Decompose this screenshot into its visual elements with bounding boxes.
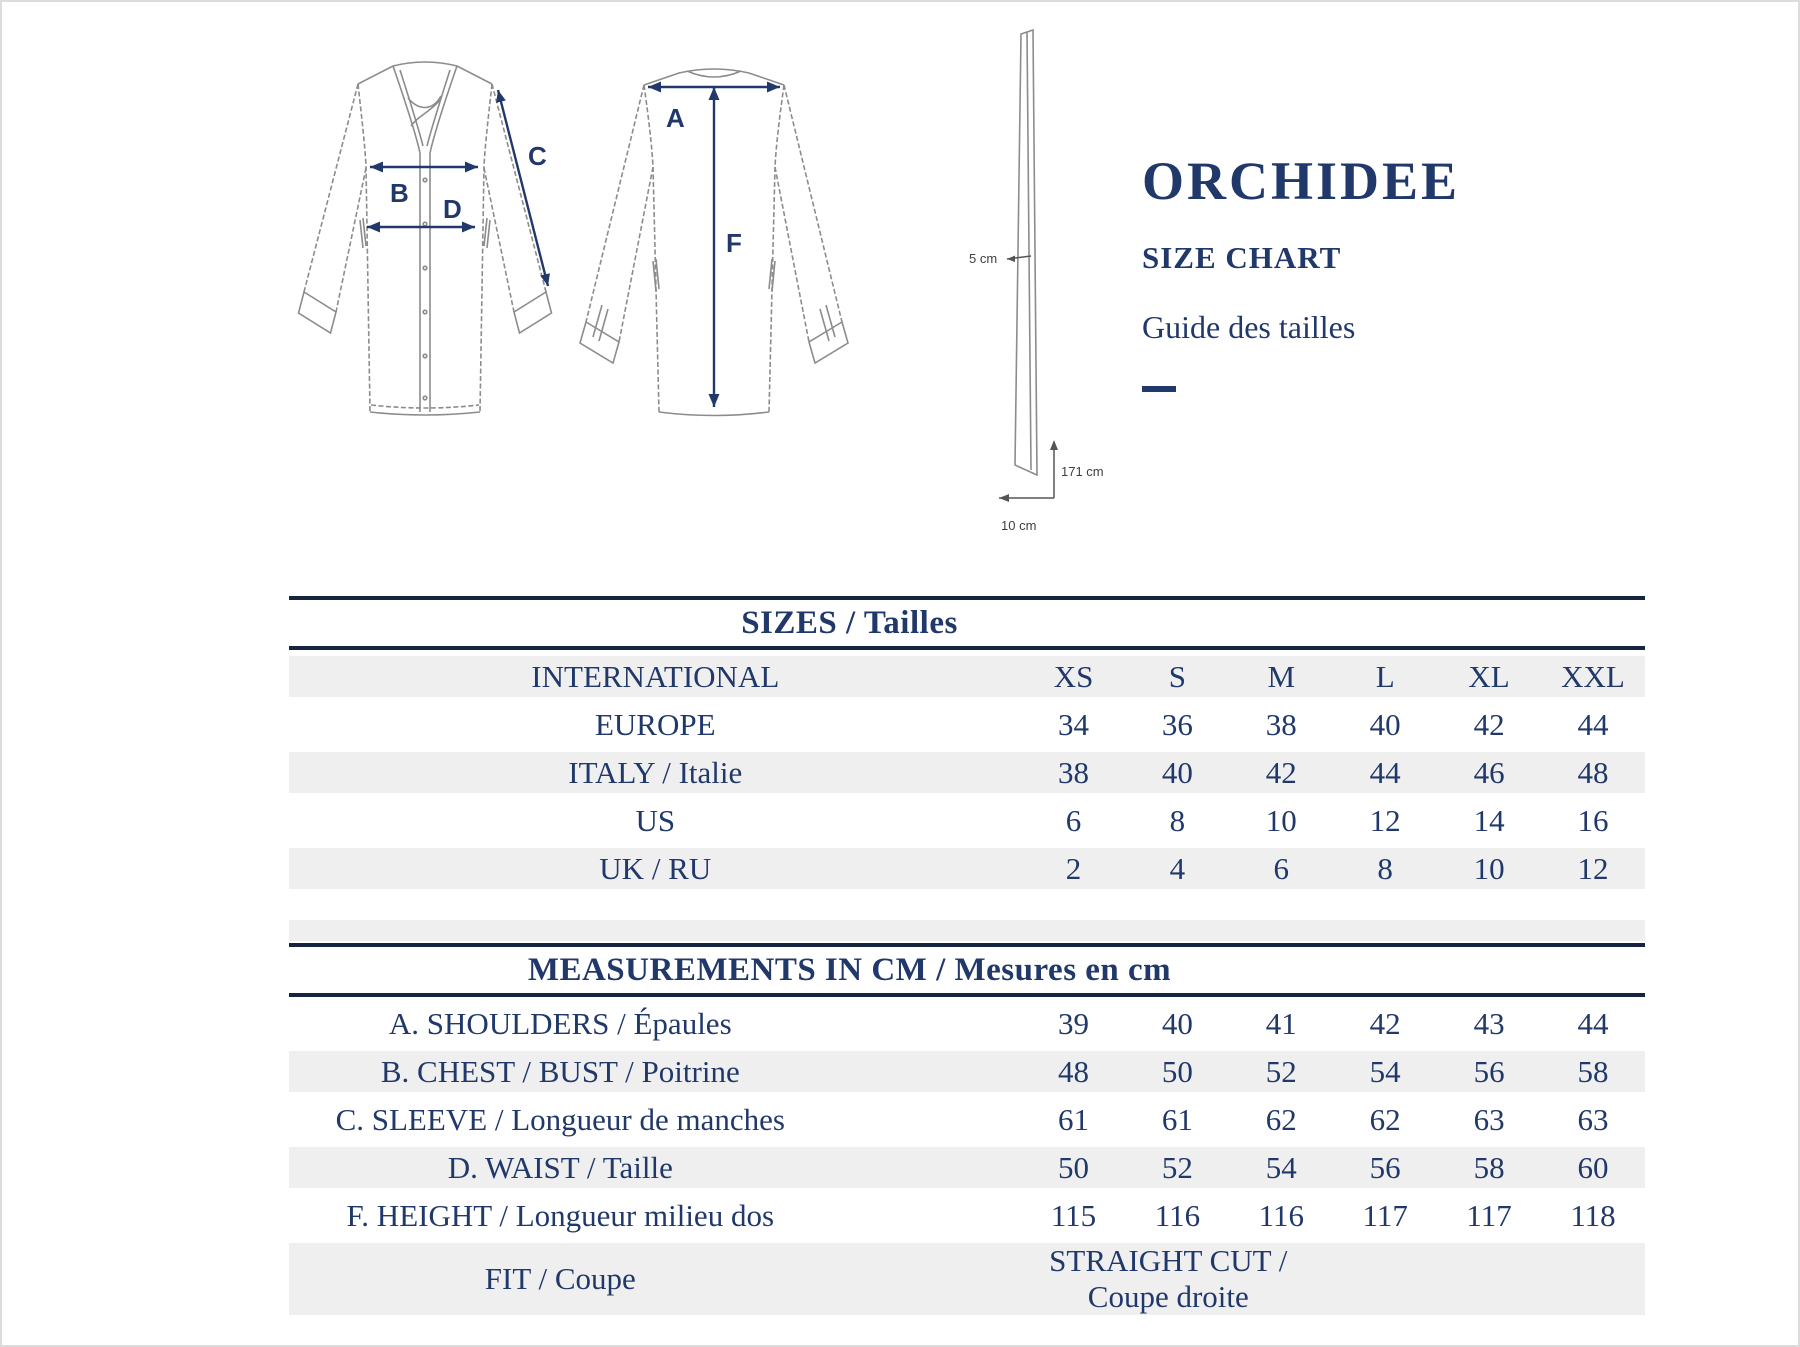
size-value: S (1125, 656, 1229, 704)
measurements-table-title: MEASUREMENTS IN CM / Mesures en cm (527, 952, 1172, 988)
size-value: XS (1022, 656, 1126, 704)
size-value: 62 (1333, 1099, 1437, 1147)
size-value: 12 (1541, 848, 1645, 896)
size-value: 116 (1125, 1195, 1229, 1243)
size-value: 8 (1333, 848, 1437, 896)
size-value: 10 (1229, 800, 1333, 848)
size-value: 52 (1229, 1051, 1333, 1099)
size-value: 8 (1125, 800, 1229, 848)
size-value: 40 (1125, 1003, 1229, 1051)
row-label: F. HEIGHT / Longueur milieu dos (289, 1195, 1022, 1243)
size-value: XXL (1541, 656, 1645, 704)
size-value: 34 (1022, 704, 1126, 752)
table-row (289, 848, 1645, 896)
dim-letter-c: C (528, 141, 547, 171)
size-value: 42 (1229, 752, 1333, 800)
divider-dash (1142, 386, 1176, 392)
size-chart-heading: SIZE CHART (1142, 240, 1342, 275)
size-value: 63 (1437, 1099, 1541, 1147)
size-value: 41 (1229, 1003, 1333, 1051)
size-value: M (1229, 656, 1333, 704)
fit-value: STRAIGHT CUT / Coupe droite (1022, 1243, 1645, 1322)
size-value: 16 (1541, 800, 1645, 848)
row-label: ITALY / Italie (289, 752, 1022, 800)
sizes-table (289, 656, 1645, 896)
empty-row (289, 920, 1645, 941)
size-value: 2 (1022, 848, 1126, 896)
size-chart-heading-fr: Guide des tailles (1142, 309, 1356, 345)
side-top-width-label: 5 cm (969, 251, 998, 266)
row-label: A. SHOULDERS / Épaules (289, 1003, 1022, 1051)
row-label: FIT / Coupe (289, 1243, 1022, 1322)
row-label: INTERNATIONAL (289, 656, 1022, 704)
size-value: 63 (1541, 1099, 1645, 1147)
size-value: 48 (1022, 1051, 1126, 1099)
table-row (289, 704, 1645, 752)
row-label: D. WAIST / Taille (289, 1147, 1022, 1195)
size-value: 38 (1229, 704, 1333, 752)
size-value: 6 (1022, 800, 1126, 848)
table-row (289, 1099, 1645, 1147)
side-hem-width-label: 10 cm (1001, 518, 1037, 533)
table-row (289, 656, 1645, 704)
size-value: 10 (1437, 848, 1541, 896)
size-value: 54 (1229, 1147, 1333, 1195)
table-row (289, 800, 1645, 848)
size-value: 52 (1125, 1147, 1229, 1195)
size-value: XL (1437, 656, 1541, 704)
size-value: 117 (1333, 1195, 1437, 1243)
size-value: 118 (1541, 1195, 1645, 1243)
size-value: 4 (1125, 848, 1229, 896)
row-label: B. CHEST / BUST / Poitrine (289, 1051, 1022, 1099)
size-value: 36 (1125, 704, 1229, 752)
size-value: 44 (1541, 1003, 1645, 1051)
table-row (289, 1003, 1645, 1051)
size-value: 116 (1229, 1195, 1333, 1243)
size-value: 12 (1333, 800, 1437, 848)
size-value: 115 (1022, 1195, 1126, 1243)
garment-back-diagram (574, 47, 859, 432)
row-label: UK / RU (289, 848, 1022, 896)
size-value: 43 (1437, 1003, 1541, 1051)
size-value: 62 (1229, 1099, 1333, 1147)
size-value: 14 (1437, 800, 1541, 848)
table-row (289, 1243, 1645, 1322)
table-row (289, 752, 1645, 800)
size-value: 48 (1541, 752, 1645, 800)
measurements-table (289, 1003, 1645, 1322)
rule-line (289, 646, 1645, 650)
dim-letter-a: A (666, 103, 685, 133)
size-value: 54 (1333, 1051, 1437, 1099)
dim-letter-d: D (443, 194, 462, 224)
row-label: US (289, 800, 1022, 848)
table-row (289, 1051, 1645, 1099)
size-value: 40 (1125, 752, 1229, 800)
garment-side-diagram (957, 20, 1107, 545)
size-value: 46 (1437, 752, 1541, 800)
size-value: 50 (1022, 1147, 1126, 1195)
garment-front-diagram (290, 50, 560, 425)
size-value: 50 (1125, 1051, 1229, 1099)
table-row (289, 1195, 1645, 1243)
size-value: 42 (1333, 1003, 1437, 1051)
rule-line (289, 993, 1645, 997)
size-value: 117 (1437, 1195, 1541, 1243)
sizes-table-block (289, 596, 1645, 941)
size-value: 60 (1541, 1147, 1645, 1195)
size-value: 39 (1022, 1003, 1126, 1051)
table-row (289, 1147, 1645, 1195)
size-value: 6 (1229, 848, 1333, 896)
size-value: 58 (1541, 1051, 1645, 1099)
measurements-table-block (289, 943, 1645, 1322)
size-value: 38 (1022, 752, 1126, 800)
size-value: 44 (1541, 704, 1645, 752)
side-height-label: 171 cm (1061, 464, 1104, 479)
size-value: 56 (1437, 1051, 1541, 1099)
product-title: ORCHIDEE (1142, 151, 1461, 211)
dim-letter-f: F (726, 228, 742, 258)
row-label: C. SLEEVE / Longueur de manches (289, 1099, 1022, 1147)
row-label: EUROPE (289, 704, 1022, 752)
size-value: 61 (1022, 1099, 1126, 1147)
size-value: 44 (1333, 752, 1437, 800)
size-value: L (1333, 656, 1437, 704)
title-block (1142, 152, 1662, 392)
size-value: 61 (1125, 1099, 1229, 1147)
sizes-table-title: SIZES / Tailles (741, 605, 958, 641)
size-value: 58 (1437, 1147, 1541, 1195)
size-value: 56 (1333, 1147, 1437, 1195)
size-value: 40 (1333, 704, 1437, 752)
dim-letter-b: B (390, 178, 409, 208)
size-value: 42 (1437, 704, 1541, 752)
